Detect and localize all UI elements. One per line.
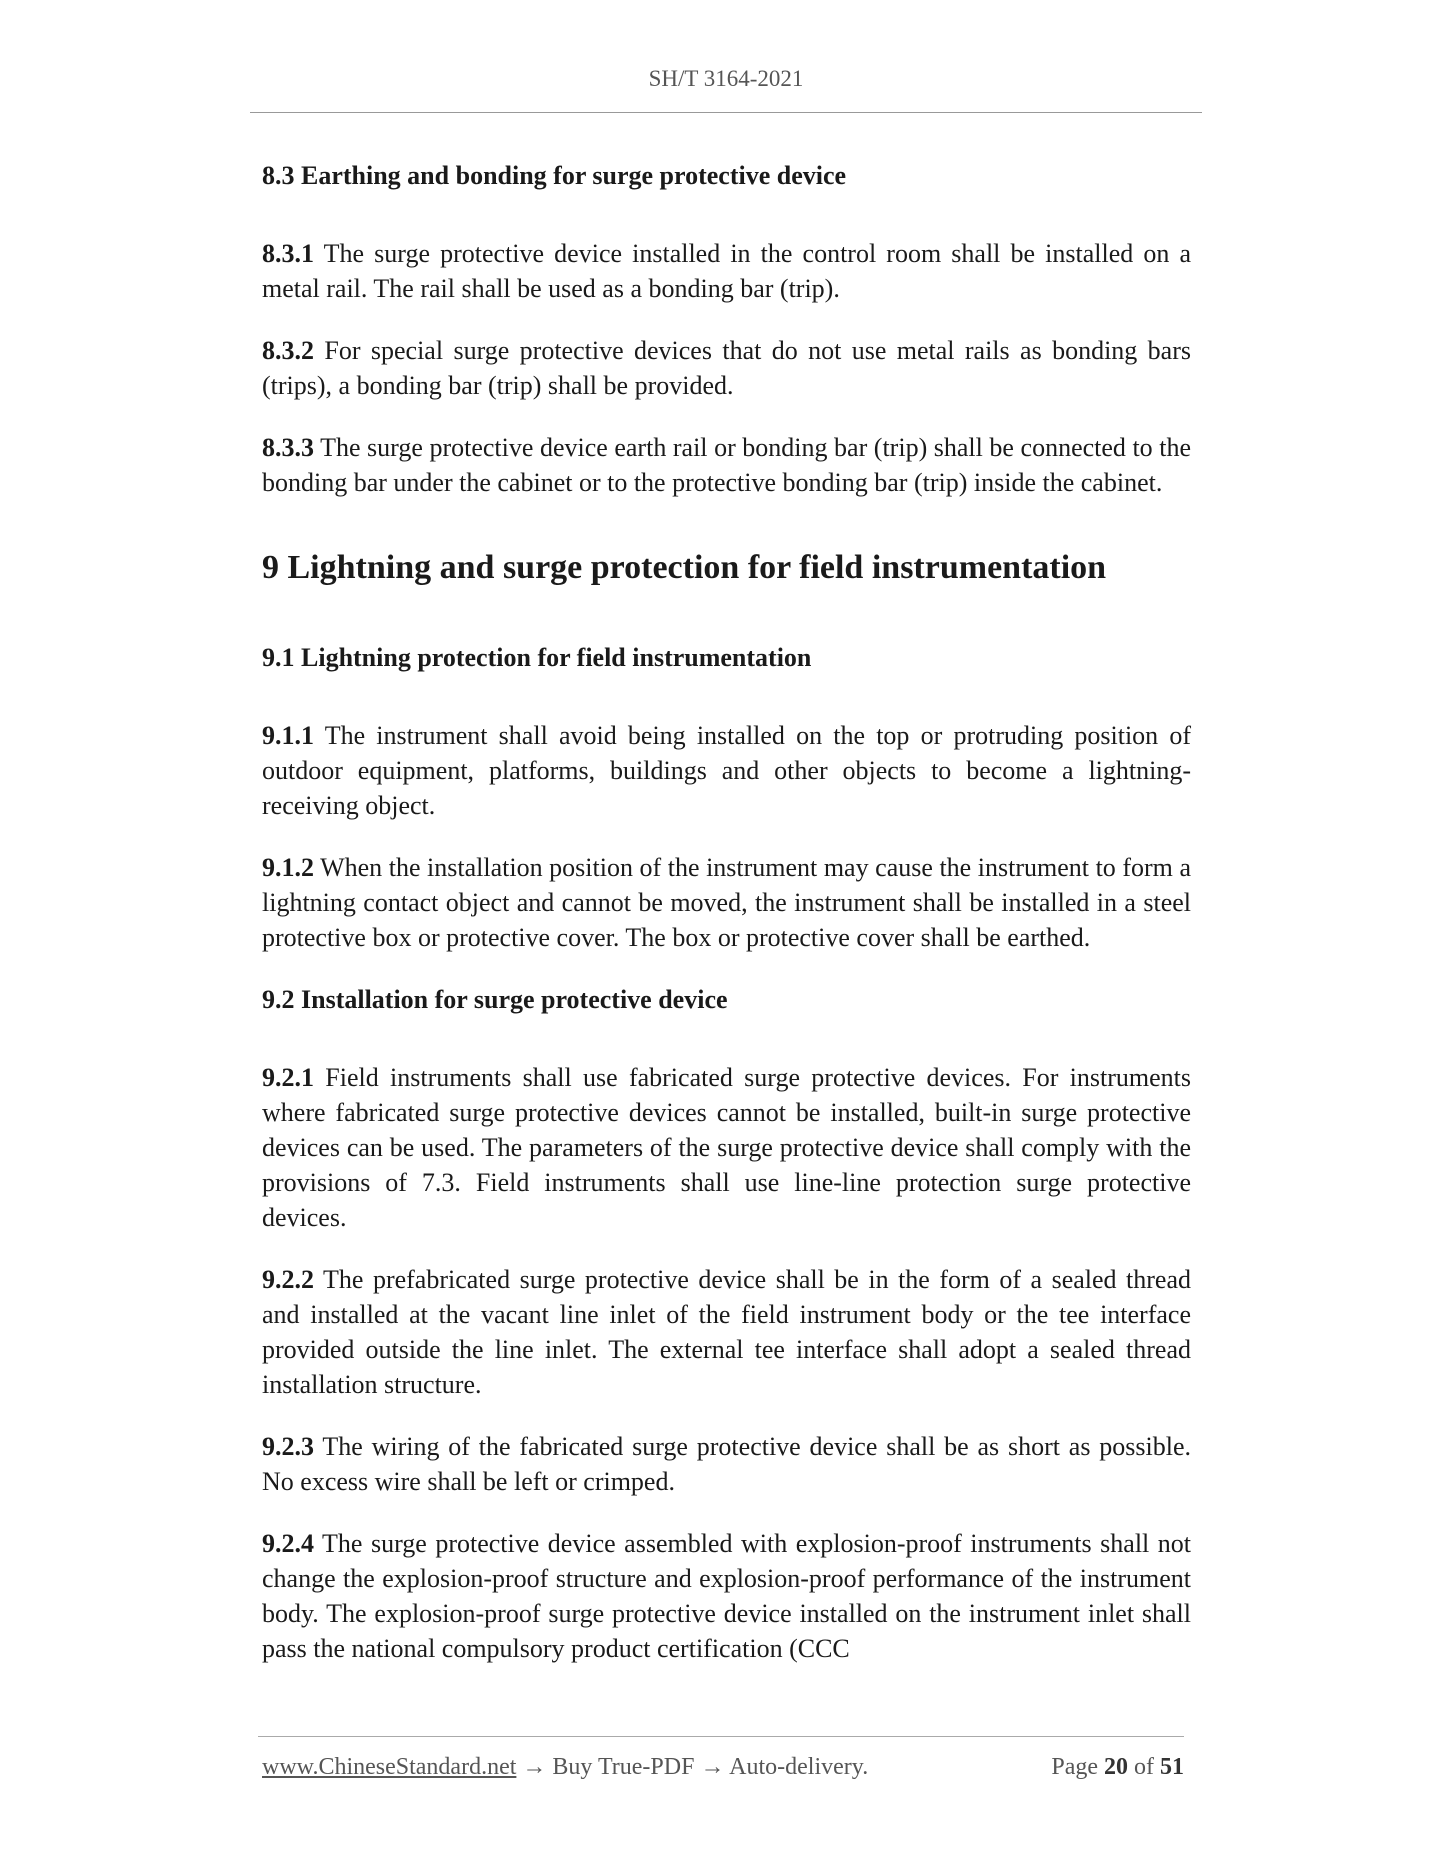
clause-9-2-3	[262, 1429, 1191, 1499]
clause-text: The surge protective device earth rail or bonding bar (trip) shall be connected to the bonding bar under the cabinet or to the protective bonding bar (trip) inside the cabinet.	[262, 433, 1191, 497]
clause-number: 9.2.1	[262, 1063, 314, 1092]
clause-9-2-4	[262, 1526, 1191, 1666]
section-heading-9-1: 9.1 Lightning protection for field instrumentation	[262, 643, 812, 672]
arrow-icon: →	[522, 1754, 547, 1780]
clause-8-3-2	[262, 333, 1191, 403]
buy-pdf-text: Buy True-PDF	[552, 1754, 695, 1780]
clause-8-3-1	[262, 236, 1191, 306]
clause-8-3-3	[262, 430, 1191, 500]
auto-delivery-text: Auto-delivery.	[729, 1754, 869, 1780]
chapter-heading-9: 9 Lightning and surge protection for field instrumentation	[262, 549, 1107, 586]
clause-number: 9.2.2	[262, 1265, 314, 1294]
clause-number: 9.1.1	[262, 721, 314, 750]
clause-9-2-2	[262, 1262, 1191, 1402]
document-id-header: SH/T 3164-2021	[648, 66, 804, 91]
clause-text: The surge protective device assembled with explosion-proof instruments shall not change the explosion-proof structure and explosion-proof performance of the instrument body. The explosion-proof surge protective device installed on the instrument inlet shall pass the national compulsory product certification (CCC	[262, 1529, 1191, 1663]
page-indicator	[1051, 1754, 1184, 1781]
page-label: Page	[1051, 1754, 1098, 1780]
clause-text: For special surge protective devices that do not use metal rails as bonding bars (trips), a bonding bar (trip) shall be provided.	[262, 336, 1191, 400]
header-divider	[250, 112, 1202, 113]
clause-text: When the installation position of the instrument may cause the instrument to form a lightning contact object and cannot be moved, the instrument shall be installed in a steel protective box or protective cover. The box or protective cover shall be earthed.	[262, 853, 1191, 952]
clause-9-1-2	[262, 850, 1191, 955]
clause-text: Field instruments shall use fabricated surge protective devices. For instruments where fabricated surge protective devices cannot be installed, built-in surge protective devices can be used. The parameters of the surge protective device shall comply with the provisions of 7.3. Field instruments shall use line-line protection surge protective devices.	[262, 1063, 1191, 1232]
footer-divider	[258, 1736, 1184, 1737]
clause-9-1-1	[262, 718, 1191, 823]
of-label: of	[1134, 1754, 1154, 1780]
arrow-icon: →	[700, 1754, 725, 1780]
section-heading-9-2: 9.2 Installation for surge protective device	[262, 985, 728, 1014]
section-heading-8-3: 8.3 Earthing and bonding for surge protective device	[262, 161, 847, 190]
clause-text: The wiring of the fabricated surge protective device shall be as short as possible. No excess wire shall be left or crimped.	[262, 1432, 1191, 1496]
page-footer	[262, 1754, 1184, 1781]
clause-number: 8.3.3	[262, 433, 314, 462]
clause-number: 8.3.2	[262, 336, 314, 365]
clause-number: 8.3.1	[262, 239, 314, 268]
clause-text: The surge protective device installed in the control room shall be installed on a metal rail. The rail shall be used as a bonding bar (trip).	[262, 239, 1191, 303]
website-link[interactable]: www.ChineseStandard.net	[262, 1754, 517, 1780]
clause-9-2-1	[262, 1060, 1191, 1235]
clause-number: 9.2.3	[262, 1432, 314, 1461]
clause-number: 9.2.4	[262, 1529, 314, 1558]
current-page-number: 20	[1104, 1754, 1128, 1780]
total-pages-number: 51	[1160, 1754, 1184, 1780]
page-content	[262, 158, 1191, 1693]
clause-text: The instrument shall avoid being installed on the top or protruding position of outdoor equipment, platforms, buildings and other objects to become a lightning-receiving object.	[262, 721, 1191, 820]
clause-number: 9.1.2	[262, 853, 314, 882]
clause-text: The prefabricated surge protective device shall be in the form of a sealed thread and installed at the vacant line inlet of the field instrument body or the tee interface provided outside the line inlet. The external tee interface shall adopt a sealed thread installation structure.	[262, 1265, 1191, 1399]
